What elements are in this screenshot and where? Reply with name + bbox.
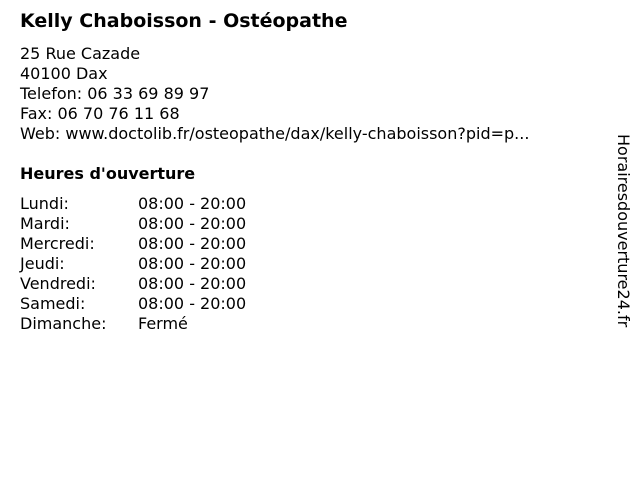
- hours-row-wednesday: [20, 234, 246, 254]
- hours-row-monday: [20, 194, 246, 214]
- time-value: 08:00 - 20:00: [138, 194, 247, 213]
- day-label: Samedi:: [20, 294, 86, 313]
- day-label: Dimanche:: [20, 314, 107, 333]
- day-label: Lundi:: [20, 194, 69, 213]
- street-address: 25 Rue Cazade: [20, 44, 141, 63]
- hours-row-sunday: [20, 314, 246, 334]
- hours-row-tuesday: [20, 214, 246, 234]
- time-value: 08:00 - 20:00: [138, 294, 247, 313]
- hours-row-saturday: [20, 294, 246, 314]
- hours-row-thursday: [20, 254, 246, 274]
- time-value: 08:00 - 20:00: [138, 234, 247, 253]
- contact-info: [20, 44, 529, 144]
- site-brand-vertical: Horairesdouverture24.fr: [614, 134, 633, 328]
- opening-hours-table: [20, 194, 246, 334]
- day-label: Mercredi:: [20, 234, 95, 253]
- day-label: Jeudi:: [20, 254, 65, 273]
- city: 40100 Dax: [20, 64, 108, 83]
- website: Web: www.doctolib.fr/osteopathe/dax/kelly-chaboisson?pid=p...: [20, 124, 530, 143]
- time-value: 08:00 - 20:00: [138, 274, 247, 293]
- phone: Telefon: 06 33 69 89 97: [20, 84, 210, 103]
- time-value: 08:00 - 20:00: [138, 254, 247, 273]
- day-label: Vendredi:: [20, 274, 96, 293]
- fax: Fax: 06 70 76 11 68: [20, 104, 180, 123]
- hours-heading: Heures d'ouverture: [20, 164, 196, 183]
- hours-row-friday: [20, 274, 246, 294]
- time-value: Fermé: [138, 314, 188, 333]
- time-value: 08:00 - 20:00: [138, 214, 247, 233]
- day-label: Mardi:: [20, 214, 70, 233]
- page-title: Kelly Chaboisson - Ostéopathe: [20, 10, 348, 32]
